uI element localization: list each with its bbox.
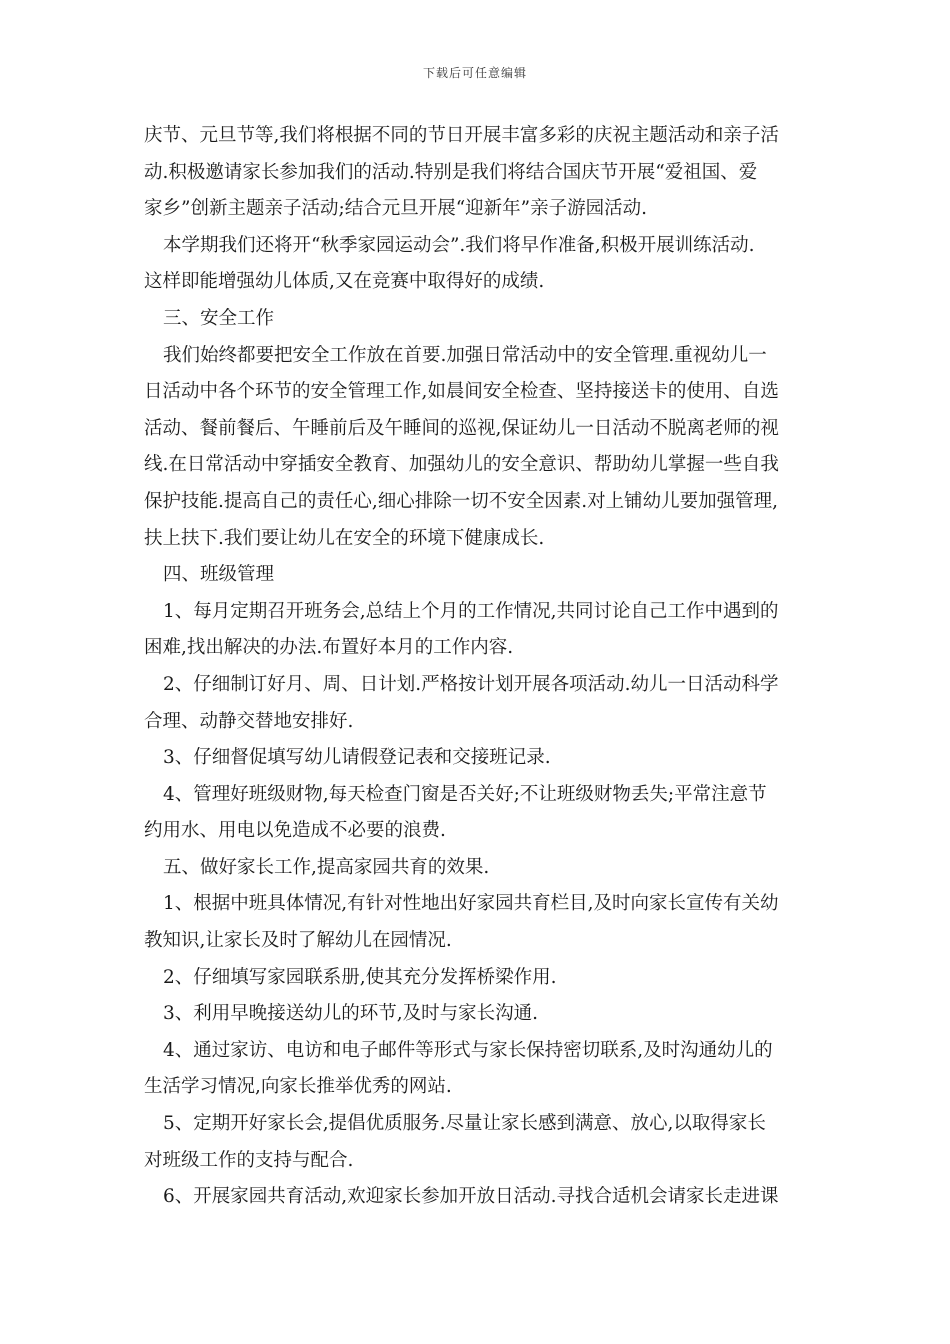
text-line: 1、每月定期召开班务会,总结上个月的工作情况,共同讨论自己工作中遇到的 bbox=[163, 600, 779, 622]
text-line: 五、做好家长工作,提高家园共育的效果. bbox=[163, 856, 490, 878]
text-line: 对班级工作的支持与配合. bbox=[144, 1149, 354, 1171]
text-line: 我们始终都要把安全工作放在首要.加强日常活动中的安全管理.重视幼儿一 bbox=[163, 344, 767, 366]
text-line: 庆节、元旦节等,我们将根据不同的节日开展丰富多彩的庆祝主题活动和亲子活 bbox=[144, 125, 779, 146]
text-line: 3、仔细督促填写幼儿请假登记表和交接班记录. bbox=[163, 747, 551, 769]
text-line: 这样即能增强幼儿体质,又在竞赛中取得好的成绩. bbox=[144, 271, 545, 293]
text-line: 困难,找出解决的办法.布置好本月的工作内容. bbox=[144, 637, 514, 659]
text-line: 扶上扶下.我们要让幼儿在安全的环境下健康成长. bbox=[144, 527, 545, 549]
text-line: 约用水、用电以免造成不必要的浪费. bbox=[144, 820, 446, 842]
text-line: 1、根据中班具体情况,有针对性地出好家园共育栏目,及时向家长宣传有关幼 bbox=[163, 893, 779, 915]
text-line: 教知识,让家长及时了解幼儿在园情况. bbox=[144, 930, 452, 952]
text-line: 3、利用早晚接送幼儿的环节,及时与家长沟通. bbox=[163, 1003, 539, 1025]
text-line: 4、通过家访、电访和电子邮件等形式与家长保持密切联系,及时沟通幼儿的 bbox=[163, 1039, 773, 1061]
text-line: 动.积极邀请家长参加我们的活动.特别是我们将结合国庆节开展“爱祖国、爱 bbox=[144, 161, 758, 183]
text-line: 合理、动静交替地安排好. bbox=[144, 710, 354, 732]
text-line: 5、定期开好家长会,提倡优质服务.尽量让家长感到满意、放心,以取得家长 bbox=[163, 1113, 766, 1135]
text-line: 生活学习情况,向家长推举优秀的网站. bbox=[144, 1076, 452, 1098]
text-line: 2、仔细填写家园联系册,使其充分发挥桥梁作用. bbox=[163, 966, 557, 988]
text-line: 家乡”创新主题亲子活动;结合元旦开展“迎新年”亲子游园活动. bbox=[144, 198, 647, 220]
text-line: 2、仔细制订好月、周、日计划.严格按计划开展各项活动.幼儿一日活动科学 bbox=[163, 673, 779, 695]
text-line: 三、安全工作 bbox=[163, 307, 275, 329]
text-line: 本学期我们还将开“秋季家园运动会”.我们将早作准备,积极开展训练活动. bbox=[163, 234, 755, 256]
text-line: 保护技能.提高自己的责任心,细心排除一切不安全因素.对上铺幼儿要加强管理, bbox=[144, 490, 779, 512]
text-line: 日活动中各个环节的安全管理工作,如晨间安全检查、坚持接送卡的使用、自选 bbox=[144, 381, 779, 403]
document-body bbox=[144, 118, 812, 1216]
text-line: 4、管理好班级财物,每天检查门窗是否关好;不让班级财物丢失;平常注意节 bbox=[163, 783, 767, 805]
text-line: 6、开展家园共育活动,欢迎家长参加开放日活动.寻找合适机会请家长走进课 bbox=[163, 1186, 779, 1208]
text-line: 四、班级管理 bbox=[163, 564, 275, 586]
text-line: 活动、餐前餐后、午睡前后及午睡间的巡视,保证幼儿一日活动不脱离老师的视 bbox=[144, 417, 779, 439]
page-header: 下载后可任意编辑 bbox=[422, 66, 527, 80]
text-line: 线.在日常活动中穿插安全教育、加强幼儿的安全意识、帮助幼儿掌握一些自我 bbox=[144, 454, 779, 476]
